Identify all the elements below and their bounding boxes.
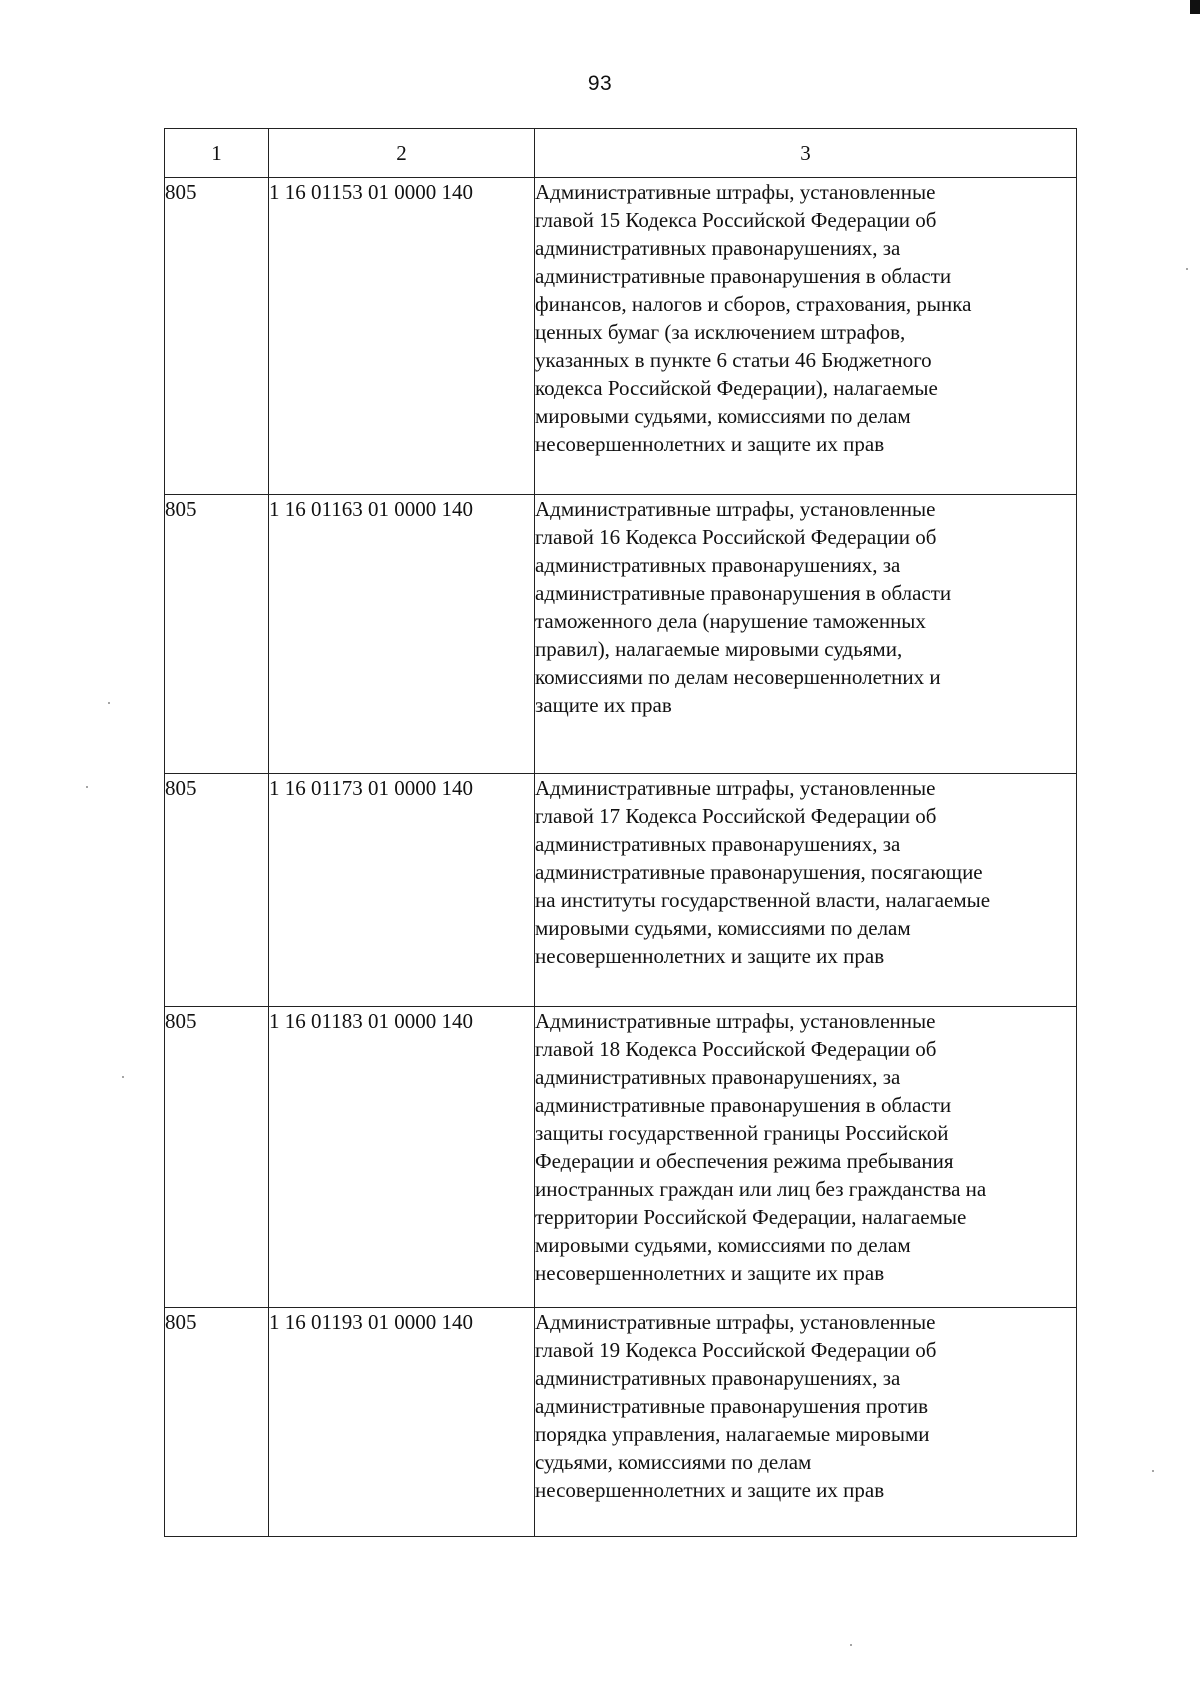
table-row xyxy=(165,1007,1077,1308)
description-line: административных правонарушениях, за xyxy=(535,236,901,260)
scan-speck xyxy=(1186,268,1188,270)
column-header-3: 3 xyxy=(535,129,1077,178)
description-line: Административные штрафы, установленные xyxy=(535,180,936,204)
scan-speck xyxy=(122,1076,124,1078)
column-header-1: 1 xyxy=(165,129,269,178)
table-row xyxy=(165,178,1077,495)
admin-code-cell: 805 xyxy=(165,1007,269,1308)
description-line: административных правонарушениях, за xyxy=(535,553,901,577)
admin-code-cell: 805 xyxy=(165,495,269,774)
column-header-2: 2 xyxy=(269,129,535,178)
description-cell xyxy=(535,1308,1077,1537)
description-line: мировыми судьями, комиссиями по делам xyxy=(535,1233,911,1257)
description-line: Федерации и обеспечения режима пребывания xyxy=(535,1149,954,1173)
table-row xyxy=(165,774,1077,1007)
description-line: на институты государственной власти, налагаемые xyxy=(535,888,991,912)
description-cell xyxy=(535,1007,1077,1308)
description-line: территории Российской Федерации, налагаемые xyxy=(535,1205,967,1229)
table-body xyxy=(165,178,1077,1537)
description-line: главой 18 Кодекса Российской Федерации об xyxy=(535,1037,937,1061)
description-line: комиссиями по делам несовершеннолетних и xyxy=(535,665,941,689)
description-line: административные правонарушения в области xyxy=(535,1093,952,1117)
description-line: таможенного дела (нарушение таможенных xyxy=(535,609,926,633)
description-cell xyxy=(535,774,1077,1007)
description-line: административные правонарушения в области xyxy=(535,581,952,605)
description-line: Административные штрафы, установленные xyxy=(535,497,936,521)
description-line: защиты государственной границы Российской xyxy=(535,1121,949,1145)
admin-code-cell: 805 xyxy=(165,774,269,1007)
kbk-code-cell: 1 16 01193 01 0000 140 xyxy=(269,1308,535,1537)
description-line: правил), налагаемые мировыми судьями, xyxy=(535,637,903,661)
kbk-code-cell: 1 16 01173 01 0000 140 xyxy=(269,774,535,1007)
description-line: административных правонарушениях, за xyxy=(535,832,901,856)
description-line: Административные штрафы, установленные xyxy=(535,1310,936,1334)
kbk-code-cell: 1 16 01183 01 0000 140 xyxy=(269,1007,535,1308)
description-line: ценных бумаг (за исключением штрафов, xyxy=(535,320,906,344)
description-line: административные правонарушения против xyxy=(535,1394,929,1418)
description-line: иностранных граждан или лиц без гражданства на xyxy=(535,1177,987,1201)
description-line: административных правонарушениях, за xyxy=(535,1366,901,1390)
table-header-row xyxy=(165,129,1077,178)
scan-speck xyxy=(108,702,110,704)
kbk-code-cell: 1 16 01153 01 0000 140 xyxy=(269,178,535,495)
scan-corner-mark xyxy=(1190,0,1200,14)
admin-code-cell: 805 xyxy=(165,178,269,495)
kbk-code-cell: 1 16 01163 01 0000 140 xyxy=(269,495,535,774)
table-row xyxy=(165,495,1077,774)
description-line: главой 15 Кодекса Российской Федерации об xyxy=(535,208,937,232)
description-line: несовершеннолетних и защите их прав xyxy=(535,432,885,456)
description-line: мировыми судьями, комиссиями по делам xyxy=(535,404,911,428)
table-row xyxy=(165,1308,1077,1537)
description-line: Административные штрафы, установленные xyxy=(535,1009,936,1033)
description-line: главой 17 Кодекса Российской Федерации об xyxy=(535,804,937,828)
page-number: 93 xyxy=(587,72,613,95)
description-line: финансов, налогов и сборов, страхования, рынка xyxy=(535,292,972,316)
scan-speck xyxy=(86,786,88,788)
description-line: Административные штрафы, установленные xyxy=(535,776,936,800)
description-line: административные правонарушения, посягающие xyxy=(535,860,983,884)
description-line: административные правонарушения в области xyxy=(535,264,952,288)
description-line: несовершеннолетних и защите их прав xyxy=(535,1478,885,1502)
description-line: кодекса Российской Федерации), налагаемые xyxy=(535,376,938,400)
description-line: порядка управления, налагаемые мировыми xyxy=(535,1422,930,1446)
description-line: несовершеннолетних и защите их прав xyxy=(535,944,885,968)
description-cell xyxy=(535,178,1077,495)
description-line: несовершеннолетних и защите их прав xyxy=(535,1261,885,1285)
budget-codes-table xyxy=(164,128,1077,1537)
description-line: главой 16 Кодекса Российской Федерации об xyxy=(535,525,937,549)
scan-speck xyxy=(850,1644,852,1646)
description-cell xyxy=(535,495,1077,774)
description-line: мировыми судьями, комиссиями по делам xyxy=(535,916,911,940)
description-line: защите их прав xyxy=(535,693,672,717)
description-line: административных правонарушениях, за xyxy=(535,1065,901,1089)
description-line: главой 19 Кодекса Российской Федерации об xyxy=(535,1338,937,1362)
scan-speck xyxy=(1152,1470,1154,1472)
admin-code-cell: 805 xyxy=(165,1308,269,1537)
description-line: указанных в пункте 6 статьи 46 Бюджетного xyxy=(535,348,932,372)
description-line: судьями, комиссиями по делам xyxy=(535,1450,812,1474)
